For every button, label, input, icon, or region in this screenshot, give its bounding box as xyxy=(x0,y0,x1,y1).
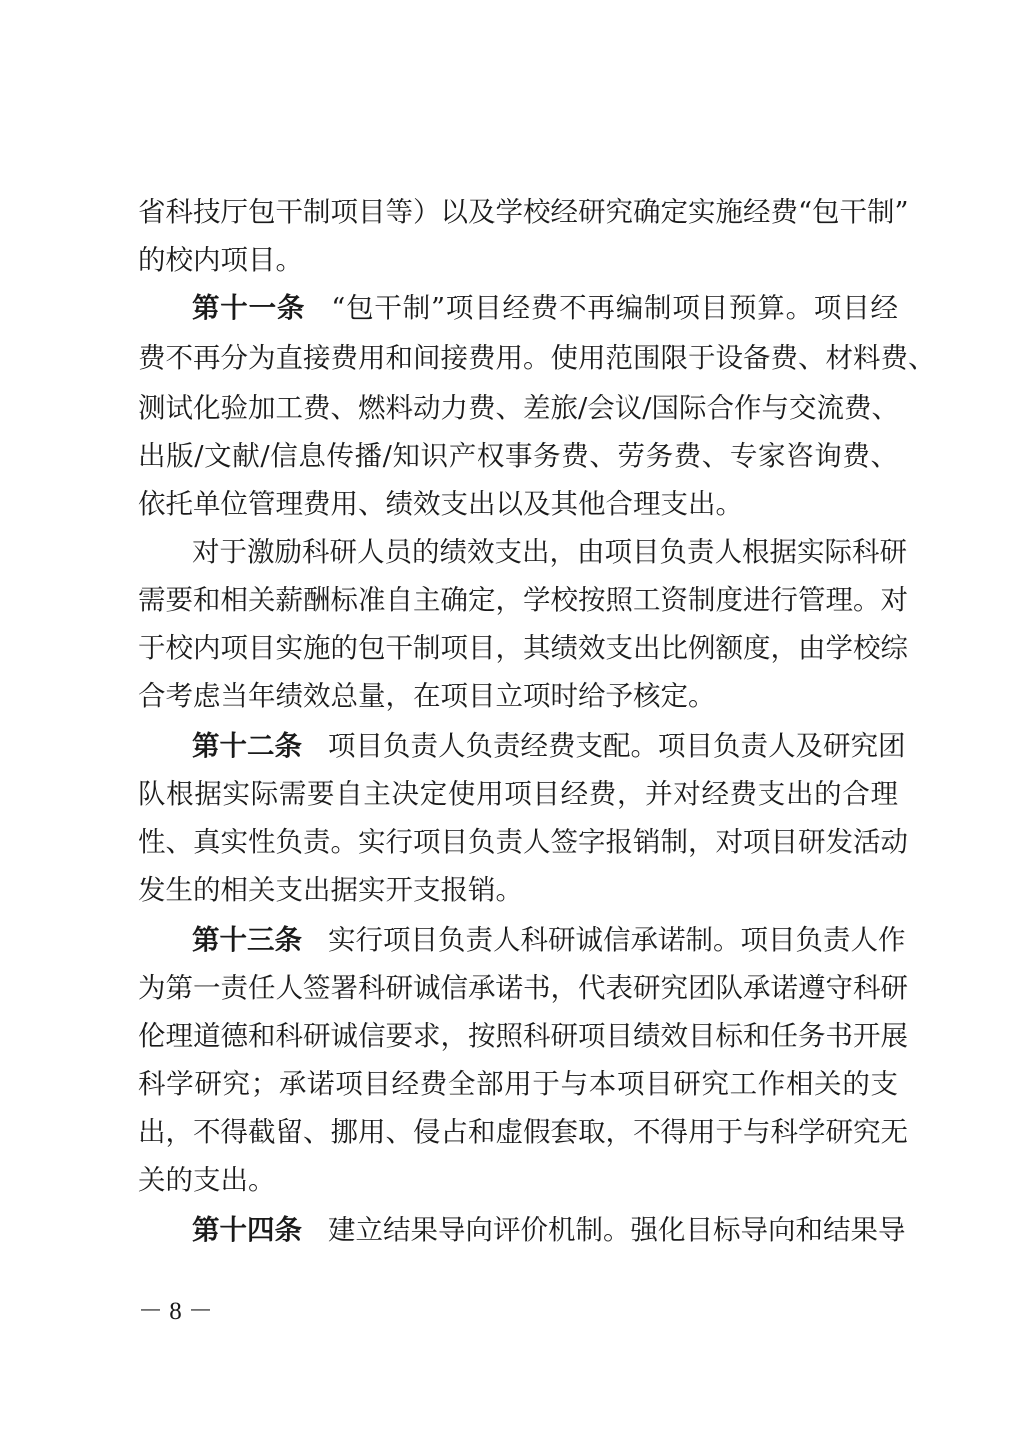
article-13-number: 第十三条 xyxy=(192,924,302,956)
text-line: 费不再分为直接费用和间接费用。使用范围限于设备费、材料费、 xyxy=(138,342,936,374)
text-line: 需要和相关薪酬标准自主确定，学校按照工资制度进行管理。对 xyxy=(138,584,908,616)
article-14-first-line xyxy=(192,1206,906,1254)
text-line: 测试化验加工费、燃料动力费、差旅/会议/国际合作与交流费、 xyxy=(138,392,900,424)
text-line: 合考虑当年绩效总量，在项目立项时给予核定。 xyxy=(138,680,716,712)
article-12-text: 项目负责人负责经费支配。项目负责人及研究团 xyxy=(328,730,906,762)
article-11-text: “包干制”项目经费不再编制项目预算。项目经 xyxy=(331,292,898,324)
text-line: 对于激励科研人员的绩效支出，由项目负责人根据实际科研 xyxy=(192,536,907,568)
text-line: 出版/文献/信息传播/知识产权事务费、劳务费、专家咨询费、 xyxy=(138,440,898,472)
article-12-first-line xyxy=(192,722,906,770)
article-14-text: 建立结果导向评价机制。强化目标导向和结果导 xyxy=(328,1214,906,1246)
text-line: 依托单位管理费用、绩效支出以及其他合理支出。 xyxy=(138,488,743,520)
page-number: － 8 － xyxy=(138,1298,214,1325)
article-14-number: 第十四条 xyxy=(192,1214,302,1246)
text-line: 的校内项目。 xyxy=(138,244,303,276)
article-12-number: 第十二条 xyxy=(192,730,302,762)
article-13-first-line xyxy=(192,916,906,964)
text-line: 发生的相关支出据实开支报销。 xyxy=(138,874,523,906)
text-line: 科学研究；承诺项目经费全部用于与本项目研究工作相关的支 xyxy=(138,1068,898,1100)
text-line: 队根据实际需要自主决定使用项目经费，并对经费支出的合理 xyxy=(138,778,898,810)
text-line: 出，不得截留、挪用、侵占和虚假套取，不得用于与科学研究无 xyxy=(138,1116,908,1148)
article-13-text: 实行项目负责人科研诚信承诺制。项目负责人作 xyxy=(328,924,906,956)
article-11-first-line xyxy=(192,284,898,332)
text-line: 关的支出。 xyxy=(138,1164,276,1196)
article-11-number: 第十一条 xyxy=(192,292,306,324)
text-line: 为第一责任人签署科研诚信承诺书，代表研究团队承诺遵守科研 xyxy=(138,972,908,1004)
text-line: 省科技厅包干制项目等）以及学校经研究确定实施经费“包干制” xyxy=(138,196,909,228)
text-line: 伦理道德和科研诚信要求，按照科研项目绩效目标和任务书开展 xyxy=(138,1020,908,1052)
text-line: 于校内项目实施的包干制项目，其绩效支出比例额度，由学校综 xyxy=(138,632,908,664)
text-line: 性、真实性负责。实行项目负责人签字报销制，对项目研发活动 xyxy=(138,826,908,858)
